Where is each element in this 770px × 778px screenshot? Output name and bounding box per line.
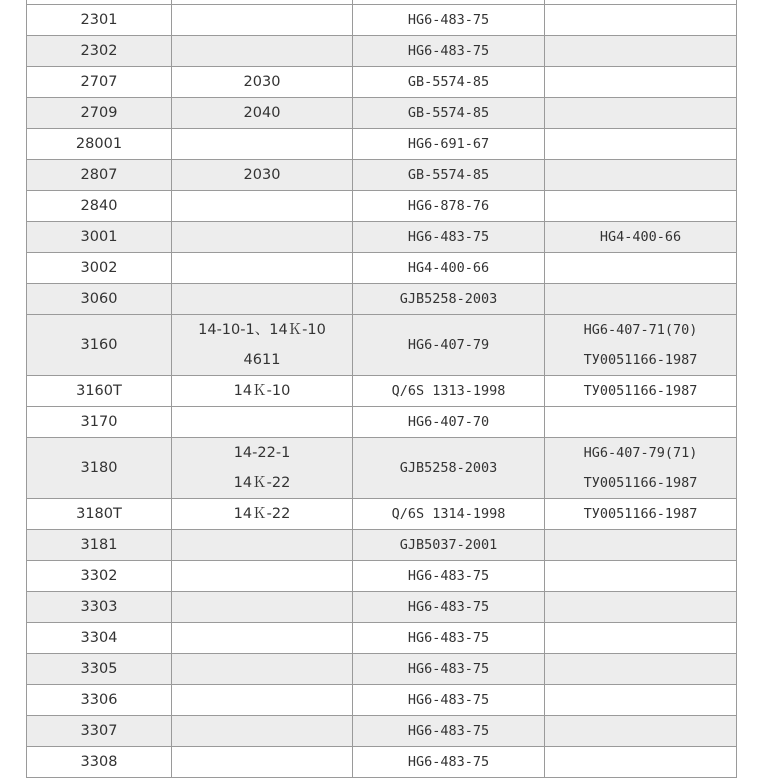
- model-cell: 2709: [27, 98, 172, 129]
- table-row: [27, 5, 737, 36]
- table-row: [27, 67, 737, 98]
- table-row: [27, 438, 737, 499]
- standard-cell: Q/6S 1314-1998: [353, 499, 545, 530]
- reference-cell: [545, 407, 737, 438]
- standard-cell: HG6-483-75: [353, 592, 545, 623]
- standard-cell: HG6-483-75: [353, 654, 545, 685]
- standard-cell: GJB5258-2003: [353, 438, 545, 499]
- model-cell: 3305: [27, 654, 172, 685]
- model-cell: 3306: [27, 685, 172, 716]
- reference-cell: ТУ0051166-1987: [545, 376, 737, 407]
- model-cell: 3180T: [27, 499, 172, 530]
- reference-cell: [545, 592, 737, 623]
- alt-model-cell: [172, 747, 353, 778]
- standard-cell: HG6-691-67: [353, 129, 545, 160]
- standard-cell: HG6-483-75: [353, 36, 545, 67]
- reference-line: HG6-407-79(71): [583, 445, 698, 461]
- standard-cell: GB-5574-85: [353, 67, 545, 98]
- model-cell: 2301: [27, 5, 172, 36]
- model-cell: 3160T: [27, 376, 172, 407]
- model-cell: 3170: [27, 407, 172, 438]
- table-row: [27, 284, 737, 315]
- table-row: [27, 253, 737, 284]
- model-cell: 3304: [27, 623, 172, 654]
- table-row: [27, 561, 737, 592]
- standard-cell: GJB5037-2001: [353, 530, 545, 561]
- standard-cell: HG6-878-76: [353, 191, 545, 222]
- table-row: [27, 407, 737, 438]
- alt-model-cell: [172, 592, 353, 623]
- table-row: [27, 685, 737, 716]
- model-cell: 3160: [27, 315, 172, 376]
- reference-cell: [545, 160, 737, 191]
- standard-cell: HG6-483-75: [353, 747, 545, 778]
- alt-model-line: 14-22-1: [233, 445, 291, 461]
- table-row: [27, 530, 737, 561]
- alt-model-cell: 2030: [172, 160, 353, 191]
- standard-cell: GB-5574-85: [353, 98, 545, 129]
- table-row: [27, 98, 737, 129]
- reference-cell: [545, 36, 737, 67]
- reference-cell: [545, 716, 737, 747]
- alt-model-cell: [172, 561, 353, 592]
- reference-cell: [545, 685, 737, 716]
- alt-model-cell: [172, 654, 353, 685]
- model-cell: 3307: [27, 716, 172, 747]
- alt-model-cell: [172, 222, 353, 253]
- reference-cell: [545, 623, 737, 654]
- model-cell: 28001: [27, 129, 172, 160]
- standard-cell: GB-5574-85: [353, 160, 545, 191]
- standard-cell: HG6-483-75: [353, 716, 545, 747]
- standard-cell: HG6-407-70: [353, 407, 545, 438]
- reference-cell: [545, 561, 737, 592]
- alt-model-cell: [172, 191, 353, 222]
- reference-cell: [545, 530, 737, 561]
- table-row: [27, 623, 737, 654]
- table-row: [27, 376, 737, 407]
- table-row: [27, 592, 737, 623]
- table-container: [26, 0, 736, 778]
- standard-cell: HG6-483-75: [353, 685, 545, 716]
- model-cell: 3001: [27, 222, 172, 253]
- table-row: [27, 160, 737, 191]
- table-row: [27, 315, 737, 376]
- standard-cell: HG6-483-75: [353, 623, 545, 654]
- reference-cell: [545, 438, 737, 499]
- standard-cell: HG6-483-75: [353, 561, 545, 592]
- model-cell: 2302: [27, 36, 172, 67]
- model-cell: 3308: [27, 747, 172, 778]
- reference-cell: [545, 253, 737, 284]
- model-cell: 2807: [27, 160, 172, 191]
- alt-model-line: 14-10-1、14Ｋ-10: [198, 322, 326, 338]
- alt-model-cell: [172, 36, 353, 67]
- reference-cell: [545, 284, 737, 315]
- standard-cell: HG6-483-75: [353, 222, 545, 253]
- model-cell: 3002: [27, 253, 172, 284]
- alt-model-cell: [172, 716, 353, 747]
- alt-model-cell: [172, 253, 353, 284]
- alt-model-line: 4611: [243, 352, 281, 368]
- table-row: [27, 222, 737, 253]
- alt-model-line: 14Ｋ-22: [233, 475, 291, 491]
- reference-cell: ТУ0051166-1987: [545, 499, 737, 530]
- table-row: [27, 716, 737, 747]
- alt-model-cell: [172, 623, 353, 654]
- standard-cell: HG6-483-75: [353, 5, 545, 36]
- alt-model-cell: 2040: [172, 98, 353, 129]
- alt-model-cell: [172, 530, 353, 561]
- table-row: [27, 191, 737, 222]
- alt-model-cell: [172, 407, 353, 438]
- standard-cell: HG4-400-66: [353, 253, 545, 284]
- alt-model-cell: 14Ｋ-22: [172, 499, 353, 530]
- reference-cell: [545, 5, 737, 36]
- table-row: [27, 499, 737, 530]
- table-row: [27, 747, 737, 778]
- table-row: [27, 129, 737, 160]
- table-row: [27, 654, 737, 685]
- reference-line: HG6-407-71(70): [583, 322, 698, 338]
- alt-model-cell: [172, 284, 353, 315]
- model-cell: 2707: [27, 67, 172, 98]
- reference-cell: [545, 315, 737, 376]
- alt-model-cell: [172, 315, 353, 376]
- model-cell: 3060: [27, 284, 172, 315]
- reference-line: ТУ0051166-1987: [583, 475, 698, 491]
- alt-model-cell: [172, 685, 353, 716]
- standard-cell: GJB5258-2003: [353, 284, 545, 315]
- reference-line: ТУ0051166-1987: [583, 352, 698, 368]
- alt-model-cell: 14Ｋ-10: [172, 376, 353, 407]
- reference-cell: [545, 98, 737, 129]
- reference-cell: [545, 67, 737, 98]
- model-cell: 3180: [27, 438, 172, 499]
- reference-cell: [545, 191, 737, 222]
- model-cell: 3303: [27, 592, 172, 623]
- reference-cell: [545, 654, 737, 685]
- alt-model-cell: [172, 5, 353, 36]
- model-cell: 3302: [27, 561, 172, 592]
- model-cell: 2840: [27, 191, 172, 222]
- alt-model-cell: [172, 129, 353, 160]
- reference-cell: [545, 747, 737, 778]
- reference-cell: HG4-400-66: [545, 222, 737, 253]
- model-cell: 3181: [27, 530, 172, 561]
- alt-model-cell: [172, 438, 353, 499]
- alt-model-cell: 2030: [172, 67, 353, 98]
- table-row: [27, 36, 737, 67]
- reference-cell: [545, 129, 737, 160]
- standard-cell: Q/6S 1313-1998: [353, 376, 545, 407]
- standard-cell: HG6-407-79: [353, 315, 545, 376]
- standards-table: [26, 0, 737, 778]
